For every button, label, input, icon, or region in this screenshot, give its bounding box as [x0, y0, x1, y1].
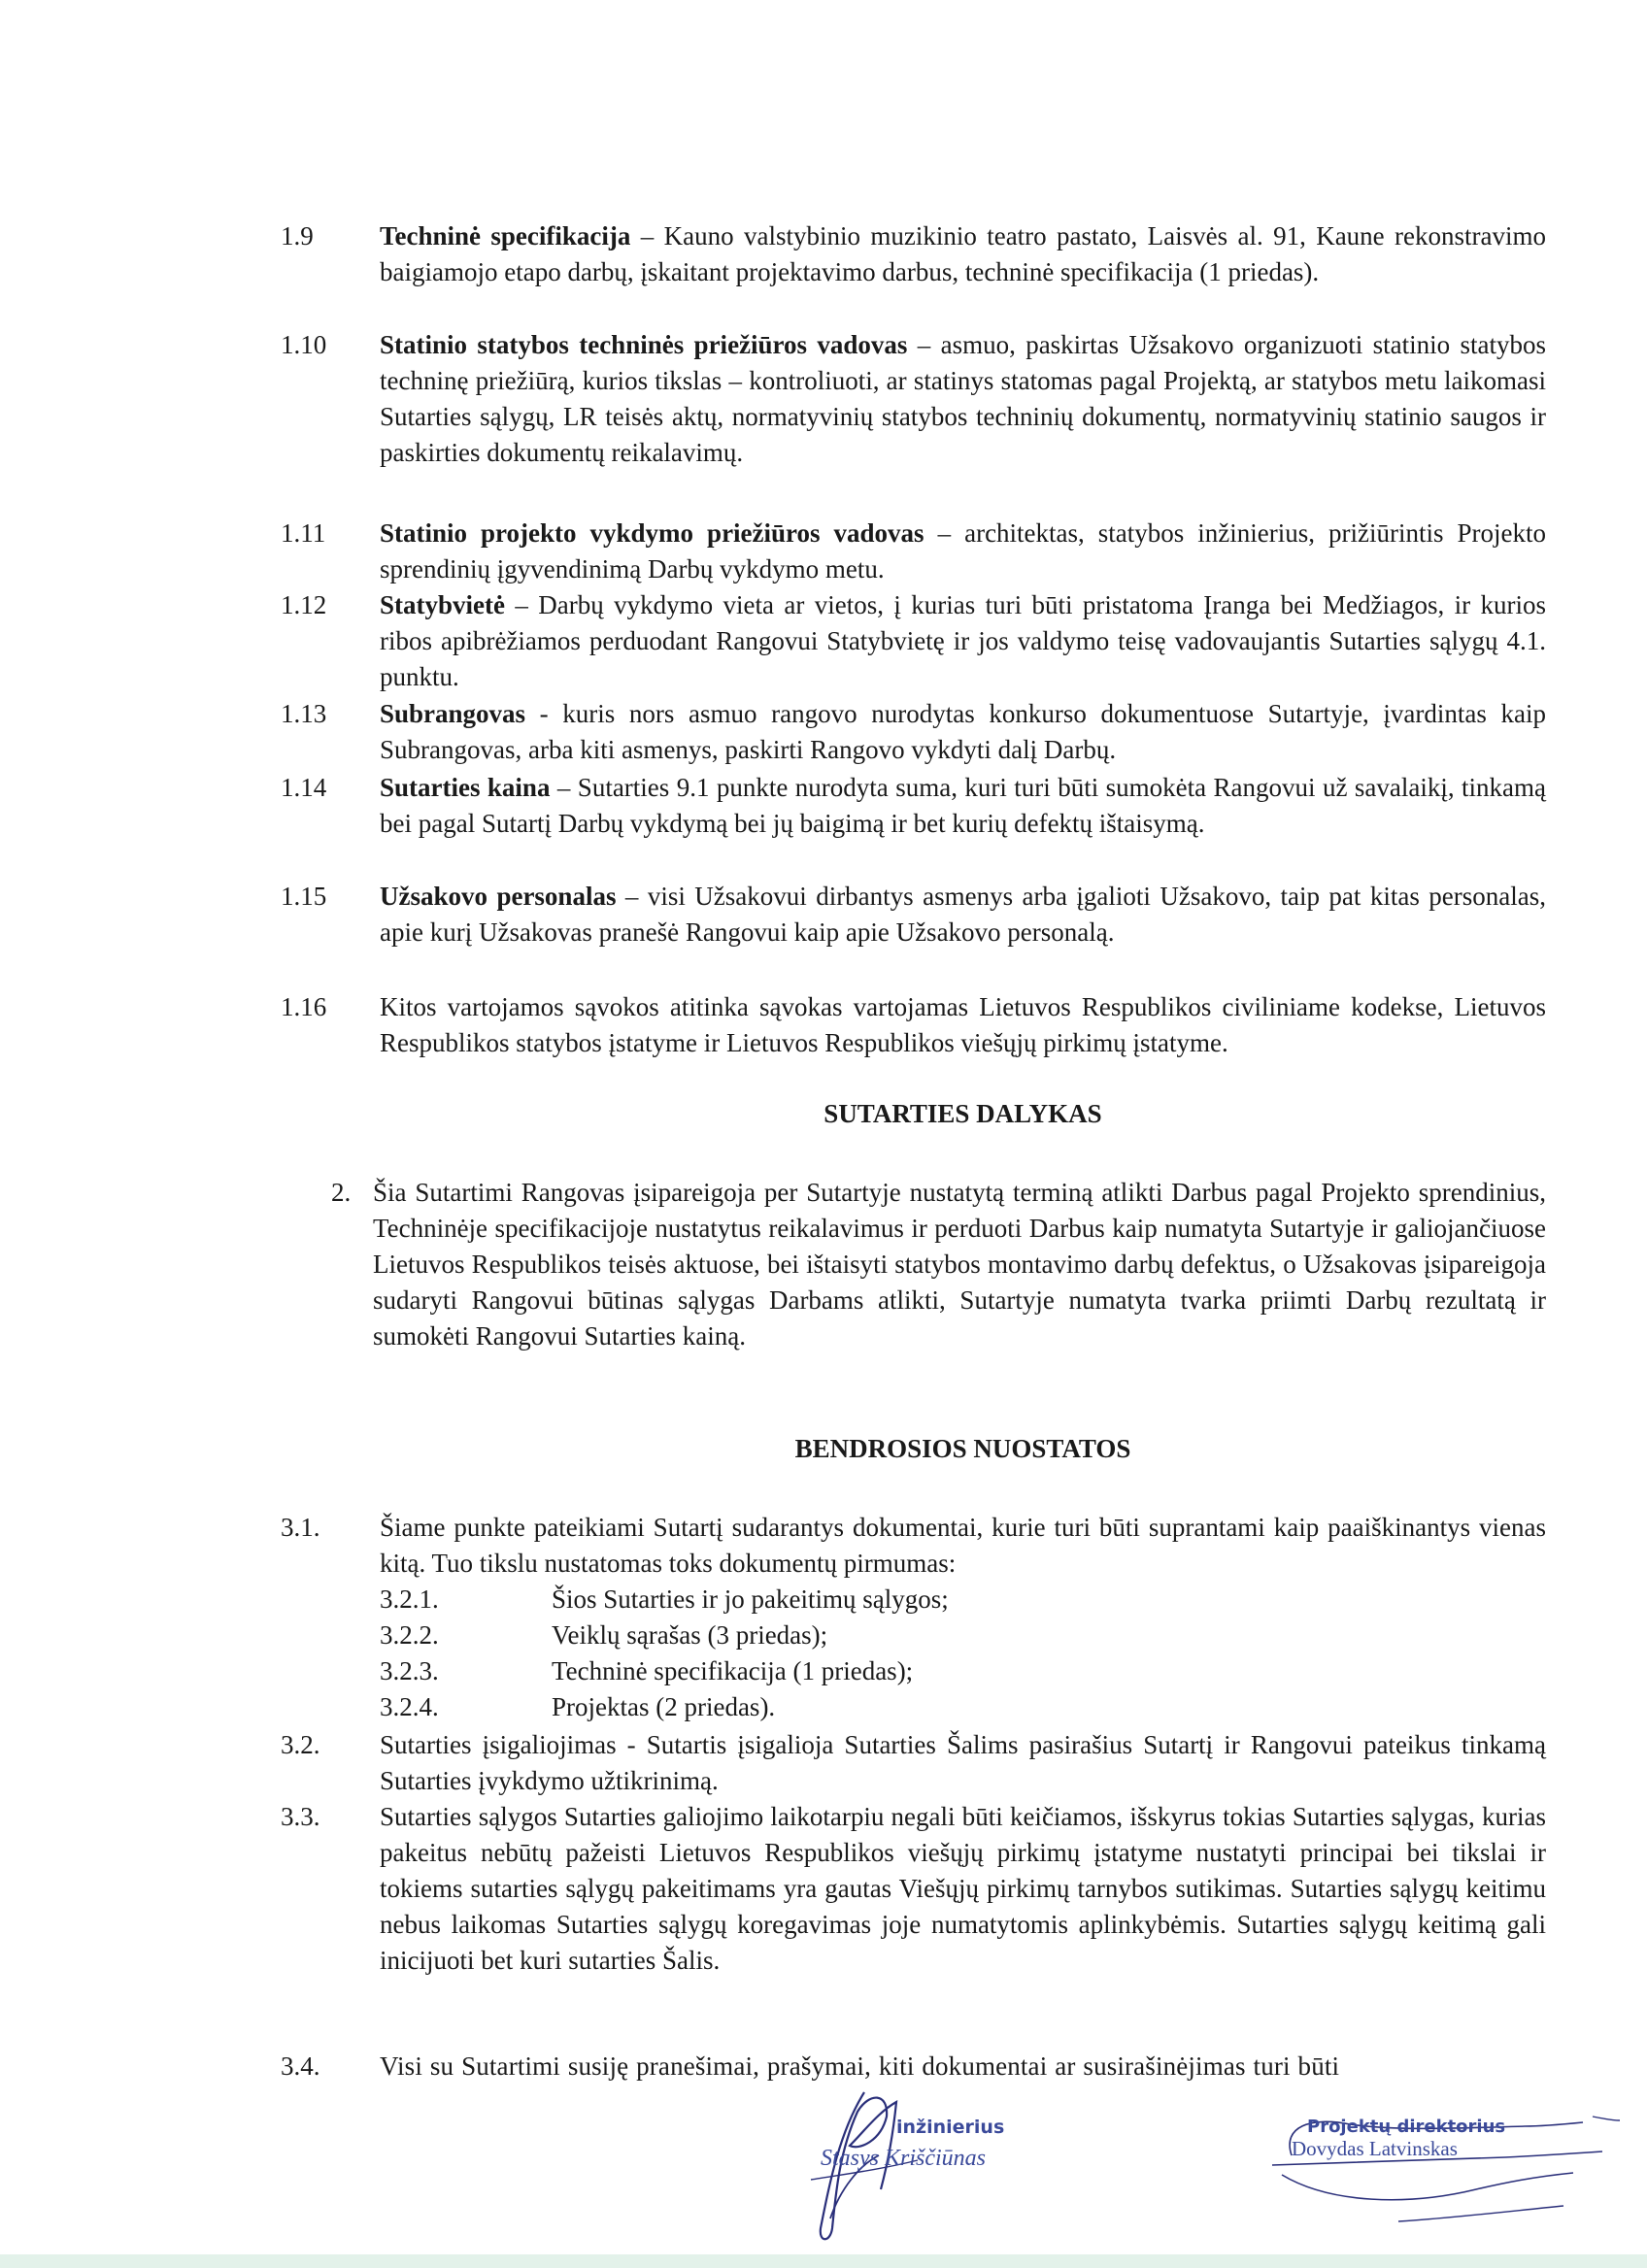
definition-term: Statybvietė	[380, 590, 505, 619]
definition-text: – architektas, statybos inžinierius, prižiūrintis Projekto sprendinių įgyvendinimą Darbų vykdymo metu.	[380, 518, 1546, 584]
paragraph: Sutarties įsigaliojimas - Sutartis įsigalioja Sutarties Šalims pasirašius Sutartį ir Rangovui pateikus tinkamą Sutarties įvykdymo užtikrinimą.	[380, 1730, 1546, 1795]
engineer-name: Stasys Kriščiūnas	[821, 2146, 987, 2171]
definition-item	[380, 218, 1546, 290]
item-number: 1.9	[281, 221, 314, 250]
subitem-text: Projektas (2 priedas).	[552, 1692, 776, 1721]
item-number: 1.16	[281, 992, 327, 1021]
definition-text: – Darbų vykdymo vieta ar vietos, į kurias turi būti pristatoma Įranga bei Medžiagos, ir kurios ribos apibrėžiamos perduodant Rangovui Statybvietę ir jos valdymo teisę vadovaujantis Sutarties sąlygų 4.1. punktu.	[380, 590, 1546, 691]
subitem-text: Techninė specifikacija (1 priedas);	[552, 1656, 914, 1685]
definition-item	[380, 587, 1546, 695]
item-number: 1.15	[281, 882, 327, 911]
definition-text: – Sutarties 9.1 punkte nurodyta suma, kuri turi būti sumokėta Rangovui už savalaikį, tinkamą bei pagal Sutartį Darbų vykdymą bei jų baigimą ir bet kurių defektų ištaisymą.	[380, 773, 1546, 838]
engineer-signature-block	[772, 2073, 1025, 2248]
definition-text: - kuris nors asmuo rangovo nurodytas konkurso dokumentuose Sutartyje, įvardintas kaip Subrangovas, arba kiti asmenys, paskirti Rangovo vykdyti dalį Darbų.	[380, 699, 1546, 764]
director-signature-block	[1253, 2097, 1622, 2243]
definition-term: Subrangovas	[380, 699, 526, 728]
paragraph: Šiame punkte pateikiami Sutartį sudarantys dokumentai, kurie turi būti suprantami kaip paaiškinantys vienas kitą. Tuo tikslu nustatomas toks dokumentų pirmumas:	[380, 1513, 1546, 1578]
definition-item	[380, 770, 1546, 842]
definition-item	[380, 879, 1546, 951]
subitem-number: 3.2.3.	[380, 1656, 439, 1685]
paragraph: Visi su Sutartimi susiję pranešimai, prašymai, kiti dokumentai ar susirašinėjimas turi būti	[380, 2051, 1340, 2081]
definition-term: Statinio statybos techninės priežiūros vadovas	[380, 330, 908, 359]
item-number: 3.1.	[281, 1513, 320, 1542]
definition-text: Kitos vartojamos sąvokos atitinka sąvokas vartojamas Lietuvos Respublikos civiliniame kodekse, Lietuvos Respublikos statybos įstatyme ir Lietuvos Respublikos viešųjų pirkimų įstatyme.	[380, 992, 1546, 1057]
subitem-number: 3.2.1.	[380, 1584, 439, 1614]
item-number: 2.	[331, 1178, 352, 1207]
subitem-number: 3.2.4.	[380, 1692, 439, 1721]
item-number: 1.11	[281, 518, 326, 548]
section-heading: SUTARTIES DALYKAS	[824, 1099, 1102, 1128]
definition-item	[380, 327, 1546, 471]
item-number: 1.10	[281, 330, 327, 359]
definition-term: Statinio projekto vykdymo priežiūros vadovas	[380, 518, 924, 548]
definition-term: Techninė specifikacija	[380, 221, 631, 250]
definition-item	[380, 696, 1546, 768]
item-number: 1.12	[281, 590, 327, 619]
paragraph: Sutarties sąlygos Sutarties galiojimo laikotarpiu negali būti keičiamos, išskyrus tokias Sutarties sąlygas, kurias pakeitus nebūtų pažeisti Lietuvos Respublikos viešųjų pirkimų įstatyme nustatyti principai bei tikslai ir tokiems sutarties sąlygų pakeitimams yra gautas Viešųjų pirkimų tarnybos sutikimas. Sutarties sąlygų keitimu nebus laikomas Sutarties sąlygų koregavimas joje numatytomis aplinkybėmis. Sutarties sąlygų keitimą gali inicijuoti bet kuri sutarties Šalis.	[380, 1802, 1546, 1975]
item-number: 1.13	[281, 699, 327, 728]
subitem-number: 3.2.2.	[380, 1620, 439, 1650]
director-title: Projektų direktorius	[1307, 2117, 1506, 2137]
item-number: 3.4.	[281, 2051, 320, 2081]
scan-edge-strip	[0, 2254, 1647, 2268]
definition-text: – Kauno valstybinio muzikinio teatro pastato, Laisvės al. 91, Kaune rekonstravimo baigiamojo etapo darbų, įskaitant projektavimo darbus, techninė specifikacija (1 priedas).	[380, 221, 1546, 286]
director-name: Dovydas Latvinskas	[1292, 2137, 1458, 2160]
definition-term: Sutarties kaina	[380, 773, 551, 802]
engineer-title: inžinierius	[896, 2117, 1005, 2138]
paragraph: Šia Sutartimi Rangovas įsipareigoja per Sutartyje nustatytą terminą atlikti Darbus pagal Projekto sprendinius, Techninėje specifikacijoje nustatytus reikalavimus ir perduoti Darbus kaip numatyta Sutartyje ir galiojančiuose Lietuvos Respublikos teisės aktuose, bei ištaisyti statybos montavimo darbų defektus, o Užsakovas įsipareigoja sudaryti Rangovui būtinas sąlygas Darbams atlikti, Sutartyje numatyta tvarka priimti Darbų rezultatą ir sumokėti Rangovui Sutarties kainą.	[373, 1178, 1546, 1351]
item-number: 3.3.	[281, 1802, 320, 1831]
definition-text: – asmuo, paskirtas Užsakovo organizuoti statinio statybos techninę priežiūrą, kurios tikslas – kontroliuoti, ar statinys statomas pagal Projektą, ar statybos metu laikomasi Sutarties sąlygų, LR teisės aktų, normatyvinių statybos techninių dokumentų, normatyvinių statinio saugos ir paskirties dokumentų reikalavimų.	[380, 330, 1546, 467]
definition-item	[380, 516, 1546, 587]
item-number: 1.14	[281, 773, 327, 802]
section-heading: BENDROSIOS NUOSTATOS	[794, 1434, 1131, 1463]
definition-text: – visi Užsakovui dirbantys asmenys arba įgalioti Užsakovo, taip pat kitas personalas, apie kurį Užsakovas pranešė Rangovui kaip apie Užsakovo personalą.	[380, 882, 1546, 947]
definition-term: Užsakovo personalas	[380, 882, 617, 911]
item-number: 3.2.	[281, 1730, 320, 1759]
subitem-text: Šios Sutarties ir jo pakeitimų sąlygos;	[552, 1584, 949, 1614]
subitem-text: Veiklų sąrašas (3 priedas);	[552, 1620, 828, 1650]
definition-item	[380, 989, 1546, 1061]
